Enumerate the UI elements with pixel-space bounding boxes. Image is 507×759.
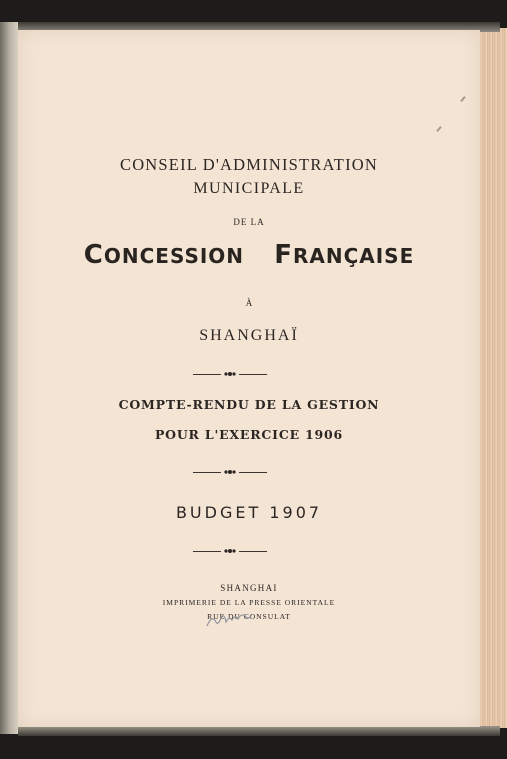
- imprint-street: RUE DU CONSULAT: [207, 612, 291, 621]
- paper-mark: [460, 96, 465, 102]
- francaise-initial: F: [274, 240, 293, 270]
- title-page: [18, 30, 480, 727]
- concession-francaise-heading: [18, 240, 480, 270]
- paper-mark: [436, 126, 441, 132]
- concession-initial: C: [83, 240, 104, 270]
- page-stack-edge: [478, 28, 507, 728]
- concession-rest: ONCESSION: [103, 244, 245, 268]
- de-la-text: DE LA: [233, 217, 265, 227]
- book-spine-edge: [0, 22, 18, 734]
- divider-ornament: [193, 370, 267, 378]
- council-line-1: CONSEIL D'ADMINISTRATION: [119, 155, 379, 174]
- report-title-line-1: COMPTE-RENDU DE LA GESTION: [118, 397, 380, 412]
- divider-ornament: [193, 547, 267, 555]
- handwritten-signature: [204, 608, 254, 630]
- city-name: SHANGHAÏ: [199, 327, 299, 344]
- binding-bottom-strip: [18, 726, 500, 736]
- francaise-rest: RANÇAISE: [292, 244, 415, 268]
- preposition-a: À: [245, 298, 253, 308]
- imprint-city: SHANGHAI: [220, 583, 278, 593]
- budget-year-title: BUDGET 1907: [175, 503, 323, 522]
- council-line-2: MUNICIPALE: [193, 180, 305, 197]
- report-title-line-2: POUR L'EXERCICE 1906: [154, 427, 344, 442]
- imprint-printer: IMPRIMERIE DE LA PRESSE ORIENTALE: [162, 598, 336, 607]
- divider-ornament: [193, 468, 267, 476]
